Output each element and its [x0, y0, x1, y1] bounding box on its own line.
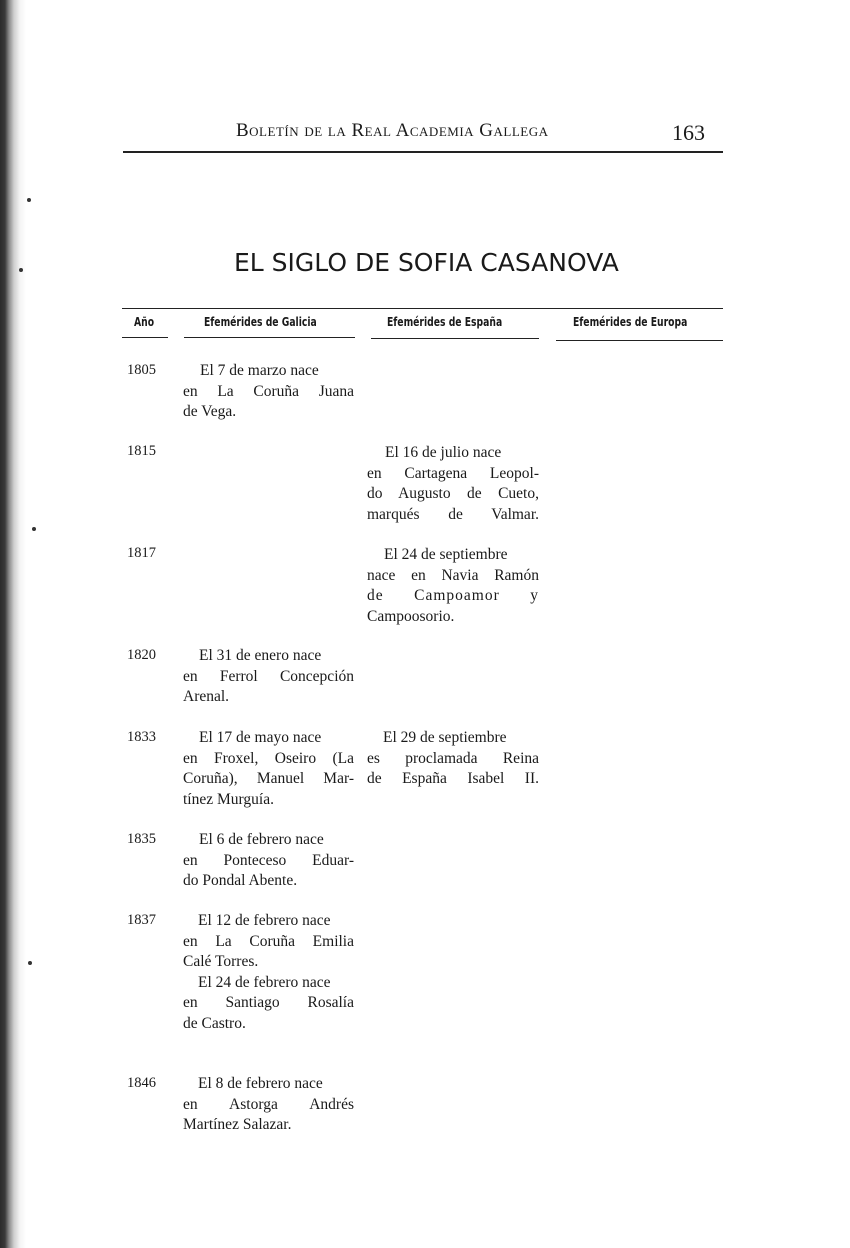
year-cell: 1835 — [127, 831, 156, 847]
column-rule-year — [122, 337, 168, 338]
year-cell: 1815 — [127, 443, 156, 459]
text-line: El 17 de mayo nace — [199, 729, 322, 746]
espana-event — [367, 728, 539, 790]
column-rule-europa — [556, 340, 723, 341]
text-line: tínez Murguía. — [183, 790, 274, 808]
margin-speck — [28, 961, 32, 965]
text-line: en La Coruña Emilia — [183, 932, 354, 950]
text-line: El 29 de septiembre — [383, 729, 507, 746]
text-line: do Augusto de Cueto, — [367, 485, 539, 502]
espana-event — [367, 545, 539, 627]
galicia-event — [183, 911, 354, 1034]
column-header-europa: Efemérides de Europa — [573, 314, 688, 329]
article-title: EL SIGLO DE SOFIA CASANOVA — [234, 248, 619, 277]
year-cell: 1833 — [127, 729, 156, 745]
column-header-galicia: Efemérides de Galicia — [204, 314, 317, 329]
column-rule-galicia — [184, 337, 355, 338]
header-rule — [123, 151, 723, 153]
text-line: El 16 de julio nace — [385, 444, 502, 461]
galicia-event — [183, 830, 354, 892]
text-line: de Vega. — [183, 403, 237, 420]
column-header-espana: Efemérides de España — [387, 314, 503, 329]
text-line: Campoosorio. — [367, 607, 455, 625]
text-line: en Astorga Andrés — [183, 1095, 354, 1113]
text-line: El 31 de enero nace — [199, 647, 322, 664]
year-cell: 1820 — [127, 647, 156, 663]
galicia-event — [183, 646, 354, 708]
text-line: en Ponteceso Eduar- — [183, 851, 354, 869]
text-line: El 24 de febrero nace — [198, 973, 331, 991]
page-number: 163 — [672, 120, 705, 145]
text-line: en Froxel, Oseiro (La — [183, 749, 354, 767]
text-line: El 12 de febrero nace — [198, 912, 331, 929]
text-line: nace en Navia Ramón — [367, 566, 539, 584]
text-line: de Campoamor y — [367, 587, 539, 604]
text-line: Arenal. — [183, 688, 230, 705]
text-line: Martínez Salazar. — [183, 1116, 292, 1133]
text-line: en Cartagena Leopol- — [367, 464, 539, 482]
margin-speck — [27, 198, 31, 202]
text-line: en Ferrol Concepción — [183, 667, 354, 685]
espana-event — [367, 443, 539, 525]
text-line: de España Isabel II. — [367, 770, 539, 787]
margin-speck — [32, 527, 36, 531]
galicia-event — [183, 1074, 354, 1136]
year-cell: 1837 — [127, 912, 156, 928]
text-line: do Pondal Abente. — [183, 872, 298, 889]
column-header-year: Año — [134, 314, 155, 329]
text-line: es proclamada Reina — [367, 749, 539, 767]
text-line: El 8 de febrero nace — [198, 1075, 323, 1092]
table-top-rule — [122, 308, 723, 309]
year-cell: 1817 — [127, 545, 156, 561]
margin-speck — [19, 268, 23, 272]
galicia-event — [183, 728, 354, 810]
column-rule-espana — [371, 338, 539, 339]
book-spine-shadow — [0, 0, 26, 1248]
text-line: en Santiago Rosalía — [183, 994, 354, 1011]
text-line: marqués de Valmar. — [367, 505, 539, 523]
text-line: El 6 de febrero nace — [199, 831, 324, 848]
year-cell: 1805 — [127, 362, 156, 378]
text-line: de Castro. — [183, 1014, 246, 1032]
text-line: Calé Torres. — [183, 953, 259, 970]
galicia-event — [183, 361, 354, 423]
text-line: Coruña), Manuel Mar- — [183, 770, 354, 787]
year-cell: 1846 — [127, 1075, 156, 1091]
journal-title: Boletín de la Real Academia Gallega — [236, 120, 549, 141]
text-line: El 24 de septiembre — [384, 546, 508, 563]
text-line: El 7 de marzo nace — [200, 362, 319, 379]
text-line: en La Coruña Juana — [183, 382, 354, 400]
